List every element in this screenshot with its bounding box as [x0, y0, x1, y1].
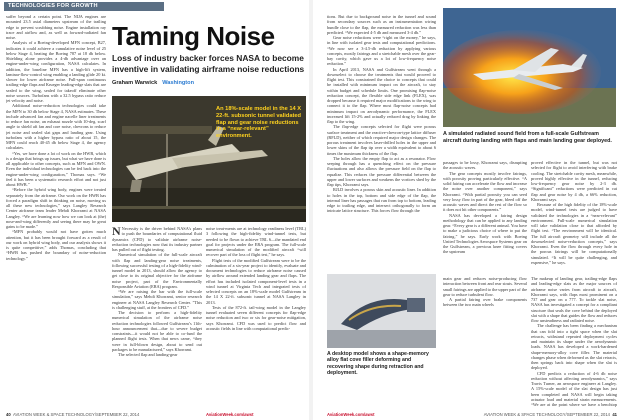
paragraph: Tests of the 872-ft. tail-wing model in the Langley tunnel evaluated seven different concepts for flap-edge noise reduction and two or six for gear-noise mitigation, says Khorrami. CFD was used to predict flow and acoustic fields in line with computational predic- — [206, 304, 306, 331]
byline-author: Graham Warwick — [112, 80, 158, 86]
paragraph: Additional noise-reduction technologies could take the MFN to 30 db below Stage 4, NASA estimates. These include advanced fan and engine nacelle liner treatments to reduce fan noise, an exhaust nozzle with 10-deg. scarf angle to shield aft fan and core noise, chevrons to reduce jet noise and sealed slat gaps and landing gear. Using turbofans with a higher bypass ratio of about 15, the MFN could reach 40-45 db below Stage 4, the agency calculates. — [6, 103, 106, 151]
paragraph: The gear concepts mostly involve fairings, with porosity proving particularly effective. “A solid fairing can accelerate the flow and increase the noise over another component,” says Khorrami. “With partial porosity you can seed very lossy flow in part of the gear, bleed off the acoustic waves and direct the rest of the flow so it does not hit other components.” — [443, 170, 527, 213]
paragraph: RJLD involves a porous skin and acoustic liner. In addition to holes in the top, bottom and side edge of the flap, the internal liner has passages that run from top to bottom, leading edge to trailing edge, and intersect orthogonally to form an intricate lattice structure. This forces flow through the — [327, 187, 436, 214]
paragraph: suffer beyond a certain point. The NIJA engines are mounted 23.5 axial diameters upstream of the trailing edge to prevent scrubbing noise. Engine installation ray trace and airflow and, as well as forward-radiated fan noise. — [6, 14, 106, 40]
publication-line-left: AVIATION WEEK & SPACE TECHNOLOGY/SEPTEMBER 22, 2014 — [13, 412, 140, 417]
slat-cove-filler-illustration — [327, 274, 436, 348]
paragraph: tions. But due to background noise in the tunnel and sound from secondary sources such as an instrumentation wiring bundle close to the flap, the measured reduction was less than predicted. “We expected 4-5 db and measured 3-4 db.” — [327, 14, 436, 35]
paragraph-text: Necessity is the driver behind NASA’s plans to push the boundaries of computational fluid dynamics (CFD) to validate airframe noise-reduction technologies now that its industry partner has pulled out of flight testing. — [112, 226, 202, 252]
paragraph: “Yes, we have done a lot of work on the HWB, which is a design that brings up issues, but what we have done is all applicable to other concepts, such as MFN and OWN. Even the individual technologies can be fed back into the engine-under-wing configuration,” Thomas says. “We feel it has been a systematic research effort and not just about HWB.” — [6, 150, 106, 187]
paragraph: A partial fairing over brake components between the two main wheels — [443, 297, 527, 308]
paragraph: The makeup of landing gear, trailing-edge flaps and leading-edge slats as the major sources of airframe noise varies from aircraft to aircraft, Khorrami says, with flaps most prominent on a 737 and gear on a 777. To tackle slat noise, NASA has investigated a concept for a compliant structure that seals the cove behind the deployed slat with a shape that guides the flow and reduces flow unsteadiness and radiated noise. — [531, 276, 617, 323]
paragraph: The decision to perform a high-fidelity numerical simulation of the airframe noise reduction technologies followed Gulfstream’s 11th-hour announcement that—due to severe budget constraints—it would not be able to co-fund the planned flight tests. When that news came, “they were in full-blown design, about to send out packages to be manufactured,” says Khorrami. — [112, 310, 202, 352]
paragraph: “MFN probably would not have gotten much attention, but it has been brought forward as a result of our work on hybrid wing body, and our analysis shows it is quite competitive,” adds Thomas, concluding that “HWB has pushed the boundary of noise-reduction technology.” — [6, 229, 106, 261]
wind-tunnel-photo-caption: An 18%-scale model in the 14 X 22-ft. subsonic tunnel validated flap and gear noise reductions in a “near-relevant” environment. — [216, 106, 302, 140]
article-column-2 — [112, 226, 202, 408]
section-label: TECHNOLOGIES FOR GROWTH — [4, 2, 164, 11]
paragraph: passages to be lossy, Khorrami says, disrupting the acoustic waves. — [443, 160, 527, 171]
simulated-sound-field-photo — [443, 8, 616, 127]
paragraph: CFD predicts a reduction of 4-6 db noise reduction without affecting aerodynamics,” says Travis Turner, an aerospace engineer at Langley. A 15%-scale model of the slat design has just been completed and NASA will begin taking actuator load and material strain measurements. “We are at the point where we have a benchtop — [531, 370, 617, 407]
footer-left — [6, 410, 306, 420]
paragraph: The holes allow the empty flap to act as a resonator. Flow seeping through has a quenching effect on the pressure fluctuations and also allows the pressure field on the flap to equalize. This reduces the pressure differential between the upper and lower surfaces and weakens the vortices shed by the flap tips, Khorrami says. — [327, 155, 436, 187]
paragraph: noise treat-ments are at technology readiness level (TRL) 3 following the high-fidelity wind-tunnel tests, but needed to be flown to achieve TRL 6—the mandated end goal for projects under the ERA program. The full-scale numerical simulation of the modified aircraft “will recover part of the loss of flight test,” he says. — [206, 226, 306, 258]
paragraph: proved effective in the tunnel, but was not selected for flight to avoid interfering with brake cooling. The stretchable cavity mesh, meanwhile, proved highly effective in the tunnel, reducing low-frequency gear noise by 2-3 db. “Significant” reductions were predicted in cut flap and gear noise by 4 db, a 66% reduction, Khorrami says. — [531, 160, 617, 202]
paragraph: Flight tests of the modified Gulfstream were to be the culmination of a six-year project to identify, evaluate and document technologies to reduce airframe noise caused by airflow around extended landing gear and flaps. The effort has included isolated component-level tests in a wind tunnel at Virginia Tech and integrated tests of selected concepts on an 18%-scale model Gulfstream in the 14 X 22-ft. subsonic tunnel at NASA Langley in 2013. — [206, 257, 306, 305]
byline — [112, 80, 194, 86]
paragraph: main gear and reduces noise-producing flow interaction between front and rear struts. Several small fairings are applied to the upper part of the gear to reduce turbulent flow. — [443, 276, 527, 297]
gulfstream-aircraft-illustration — [443, 8, 616, 127]
deck: Loss of industry backer forces NASA to become inventive in validating airframe noise reductions — [112, 53, 305, 74]
paragraph: The flap-edge concepts selected for flight were porous surface treatment and the reactive-chevron-type lattice diffuser (RFLD), neither of which required major design changes. The porous treatment involves laser-drilled holes in the upper and lower skins of the flap tip over a width equivalent to about 6 times the maximum thickness of the flap. — [327, 124, 436, 156]
paragraph: “Before the hybrid wing body, engines were treated separately from the airframe. Our work on the HWB has forced a paradigm shift in thinking on noise, moving us all these new technologies,” says Langley Research Center airframe team leader Mehdi Khorrami at NASA Langley. “We are learning now how we can look at (the) nose-and-wing differently and seeing there may be great gains to be made.” — [6, 187, 106, 229]
article-column-5 — [443, 160, 527, 272]
website-link-left[interactable]: AviationWeek.com/awst — [206, 412, 254, 417]
paragraph: Numerical simulation of the full-scale aircraft with flap and landing-gear noise treatments, following successful testing of a high-fidelity wind-tunnel model in 2013, should allow the agency to get close to its original objective for the airframe noise project, part of the Environmentally Responsible Aviation (ERA) program. — [112, 252, 202, 289]
paragraph: In April 2013, NASA and Gulfstream went through a downselect to choose the treatments that would proceed to flight test. This constrained the choice to concepts that could be installed with minimum impact on the aircraft, to stay within budget and schedule limits. One promising flap-noise reduction concept, the flexible side edge link (FLEX), was dropped because it required major modifications to the wing to connect it to the flap. Where most flap-noise concepts had minimum impact on aerodynamic performance, the FLEX increased lift 15-2% and actually reduced drag by linking the flap to the wing. — [327, 66, 436, 124]
paragraph: Analysis of a Boeing-developed MFN concept, B27, indicates it could achieve a cumulative noise level of 25 below Stage 4, beating the Boeing 787 at 18 db below. Shielding alone provides a 4-db advantage over an engine-under-wing configuration, NASA calculates. In addition, the baseline MFN has a high-lift system, laminar-flow-control wing enabling a landing glide 20 kt. slower for lower airframe noise. Full-span continuous trailing-edge flaps and Krueger leading-edge slats that are sealed to the wing, sealed for takeoff eliminate other noise sources. Turbofans with a 32.5 bypass ratio reduce jet velocity and noise. — [6, 40, 106, 103]
shape-memory-alloy-caption: A desktop model shows a shape-memory alloy flat cove filler deforming and recovering shape during retraction and deployment. — [327, 351, 429, 377]
sound-field-caption: A simulated radiated sound field from a full-scale Gulfstream aircraft during landing with flaps and main landing gear deployed. — [443, 131, 612, 144]
byline-location: Washington — [162, 80, 194, 86]
paragraph: Because of the high fidelity of the 18%-scale model, wind-tunnel tests are judged to have validated the technologies in a “near-relevant” environment. Full-scale numerical simulation will take validation close to that afforded by flight test. “The environment will be identical. The full aircraft geometry will include all the downselected noise-reduction concepts,” says Khorrami. Even the flow through every hole in the porous fairings will be computationally simulated. “It will be quite challenging, and expensive,” he says. — [531, 202, 617, 265]
page-number-right: 41 — [612, 412, 617, 417]
article-column-6 — [443, 276, 527, 408]
paragraph: Gear noise reductions were “right on the money,” he says, in line with isolated gear tests and computational predictions. “We now see a 3-4.5-db reduction by applying various concepts, mostly fairings and a stretchable mesh over the gear-bay cavity, which gave us a lot of low-frequency noise reduction.” — [327, 35, 436, 67]
article-column-4 — [327, 14, 436, 408]
website-link-right[interactable]: AviationWeek.com/awst — [327, 412, 375, 417]
article-column-3 — [206, 226, 306, 408]
paragraph: The challenge has been finding a mechanism that can fold into a tight space when the slat retracts, withstand repeated deployment cycles and maintain its shape under the aerodynamic loads. NASA has developed a work-hardened shape-memory-alloy cove filler. The material changes phase when deformed as the slat retracts, then springs back into shape when the slat is deployed. — [531, 323, 617, 371]
article-column-8 — [531, 276, 617, 408]
page-number-left: 40 — [6, 412, 11, 417]
article-column-1 — [6, 14, 106, 408]
paragraph: “We are raising the bar with the full-scale simulation,” says Mehdi Khorrami, senior research engineer at NASA Langley Research Center. ”This is challenging stuff, at the frontiers of CFD.” — [112, 289, 202, 310]
paragraph: The selected flap and landing-gear — [118, 352, 178, 357]
shape-memory-alloy-model-photo — [327, 274, 436, 348]
footer-right — [327, 410, 617, 420]
article-column-7 — [531, 160, 617, 272]
drop-cap: N — [112, 226, 121, 238]
headline: Taming Noise — [112, 21, 275, 51]
publication-line-right: AVIATION WEEK & SPACE TECHNOLOGY/SEPTEMBER 22, 2014 — [483, 412, 610, 417]
paragraph — [112, 226, 202, 252]
wind-tunnel-model-photo — [112, 96, 306, 222]
paragraph: NASA has developed a fairing design methodology that can be applied to any landing gear. “Every gear is a different animal. You have to make a judicious choice of where to put the fairing,” he says. Early work with Boeing United Technologies Aerospace Systems gear on the Gulfstream, a previous knee fitting covers the upstream — [443, 212, 527, 255]
